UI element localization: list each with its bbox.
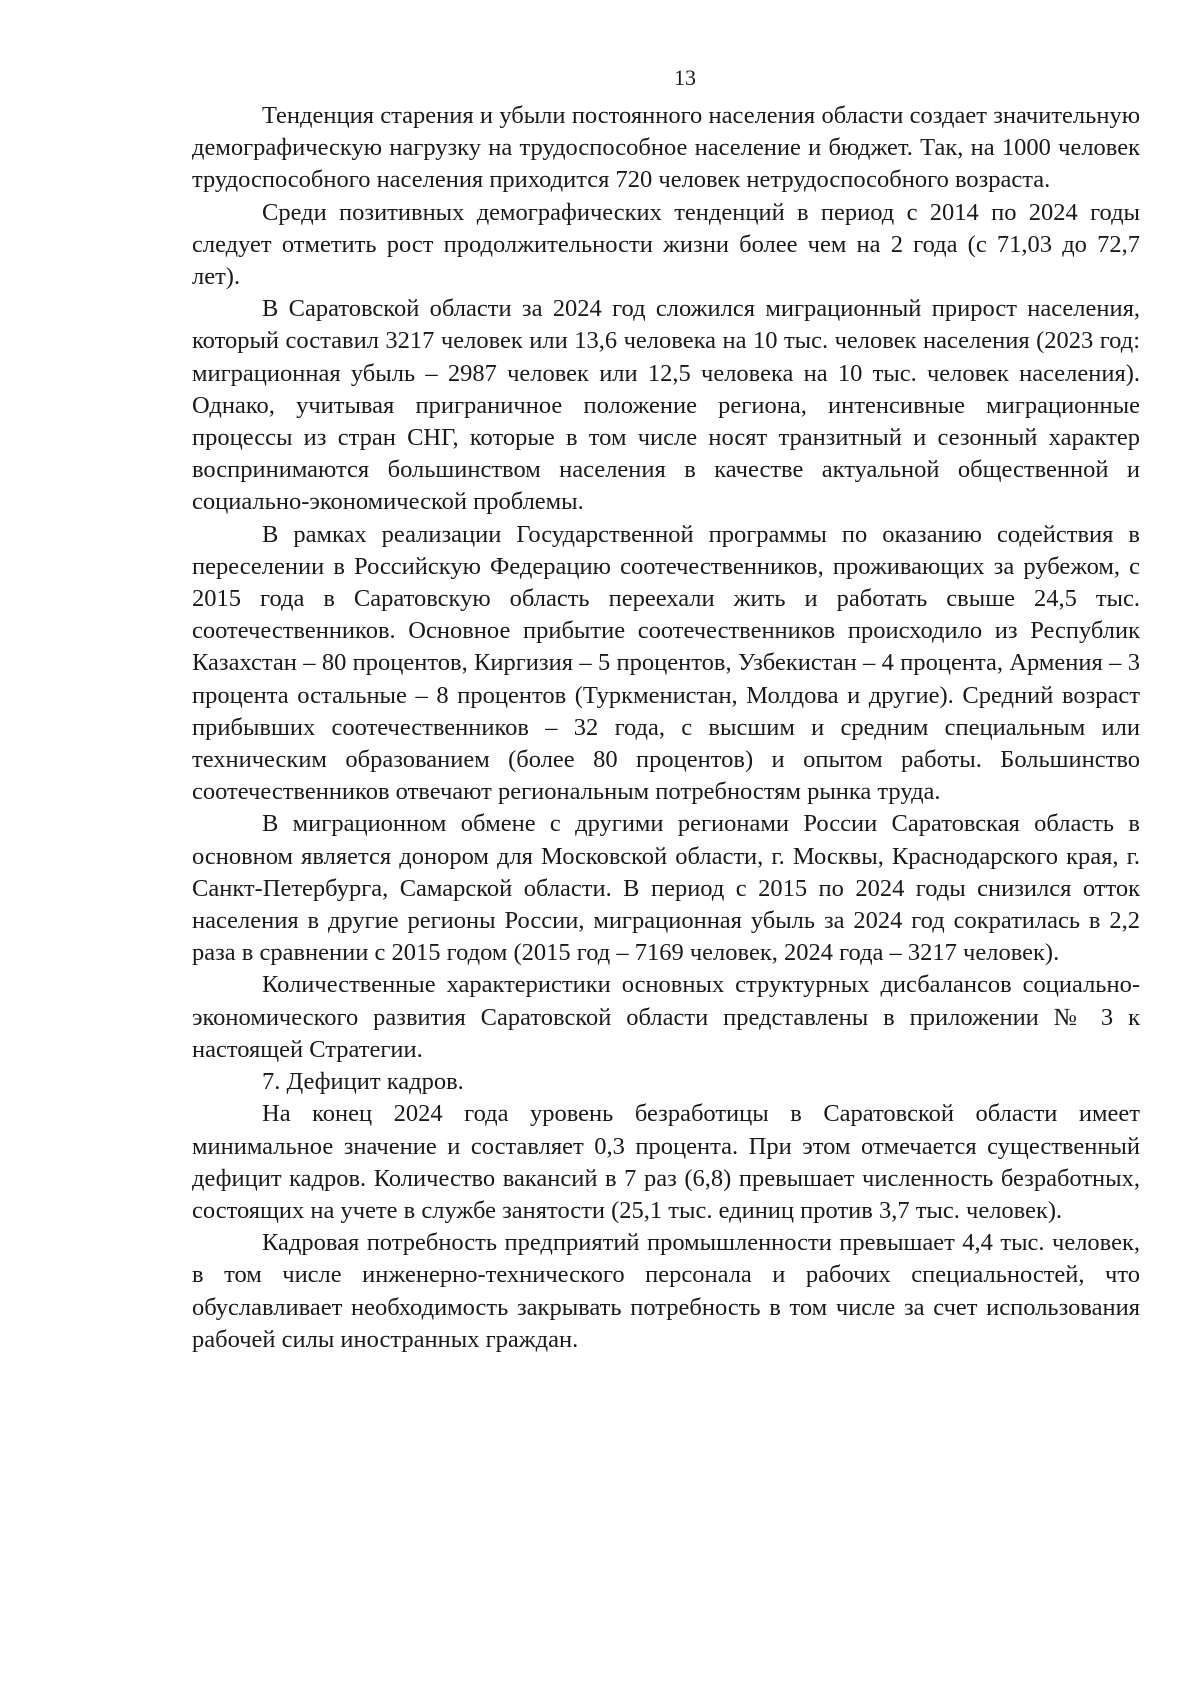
paragraph-structural-imbalances: Количественные характеристики основных структурных дисбалансов социально-экономического развития Саратовской области представлены в приложении № 3 к настоящей Стратегии.	[192, 971, 1140, 1063]
document-body	[192, 100, 1140, 1356]
section-heading-staff-shortage: 7. Дефицит кадров.	[262, 1068, 464, 1096]
paragraph-migration-exchange: В миграционном обмене с другими регионами России Саратовская область в основном является донором для Московской области, г. Москвы, Краснодарского края, г. Санкт-Петербурга, Самарской области. В период с 2015 по 2024 годы снизился отток населения в другие регионы России, миграционная убыль за 2024 год сократилась в 2,2 раза в сравнении с 2015 годом (2015 год – 7169 человек, 2024 года – 3217 человек).	[192, 810, 1140, 967]
paragraph-unemployment: На конец 2024 года уровень безработицы в Саратовской области имеет минимальное значение и составляет 0,3 процента. При этом отмечается существенный дефицит кадров. Количество вакансий в 7 раз (6,8) превышает численность безработных, состоящих на учете в службе занятости (25,1 тыс. единиц против 3,7 тыс. человек).	[192, 1100, 1140, 1224]
paragraph-aging-population: Тенденция старения и убыли постоянного населения области создает значительную демографическую нагрузку на трудоспособное население и бюджет. Так, на 1000 человек трудоспособного населения приходится 720 человек нетрудоспособного возраста.	[192, 102, 1140, 194]
paragraph-compatriots-program: В рамках реализации Государственной программы по оказанию содействия в переселении в Российскую Федерацию соотечественников, проживающих за рубежом, с 2015 года в Саратовскую область переехали жить и работать свыше 24,5 тыс. соотечественников. Основное прибытие соотечественников происходило из Республик Казахстан – 80 процентов, Киргизия – 5 процентов, Узбекистан – 4 процента, Армения – 3 процента остальные – 8 процентов (Туркменистан, Молдова и другие). Средний возраст прибывших соотечественников – 32 года, с высшим и средним специальным или техническим образованием (более 80 процентов) и опытом работы. Большинство соотечественников отвечают региональным потребностям рынка труда.	[192, 520, 1140, 806]
paragraph-migration-growth: В Саратовской области за 2024 год сложился миграционный прирост населения, который составил 3217 человек или 13,6 человека на 10 тыс. человек населения (2023 год: миграционная убыль – 2987 человек или 12,5 человека на 10 тыс. человек населения). Однако, учитывая приграничное положение региона, интенсивные миграционные процессы из стран СНГ, которые в том числе носят транзитный и сезонный характер воспринимаются большинством населения в качестве актуальной общественной и социально-экономической проблемы.	[192, 295, 1140, 516]
paragraph-life-expectancy: Среди позитивных демографических тенденций в период с 2014 по 2024 годы следует отметить рост продолжительности жизни более чем на 2 года (с 71,03 до 72,7 лет).	[192, 198, 1140, 291]
page-number: 13	[674, 65, 696, 90]
paragraph-industry-staff-demand: Кадровая потребность предприятий промышленности превышает 4,4 тыс. человек, в том числе инженерно-технического персонала и рабочих специальностей, что обуславливает необходимость закрывать потребность в том числе за счет использования рабочей силы иностранных граждан.	[192, 1229, 1140, 1353]
